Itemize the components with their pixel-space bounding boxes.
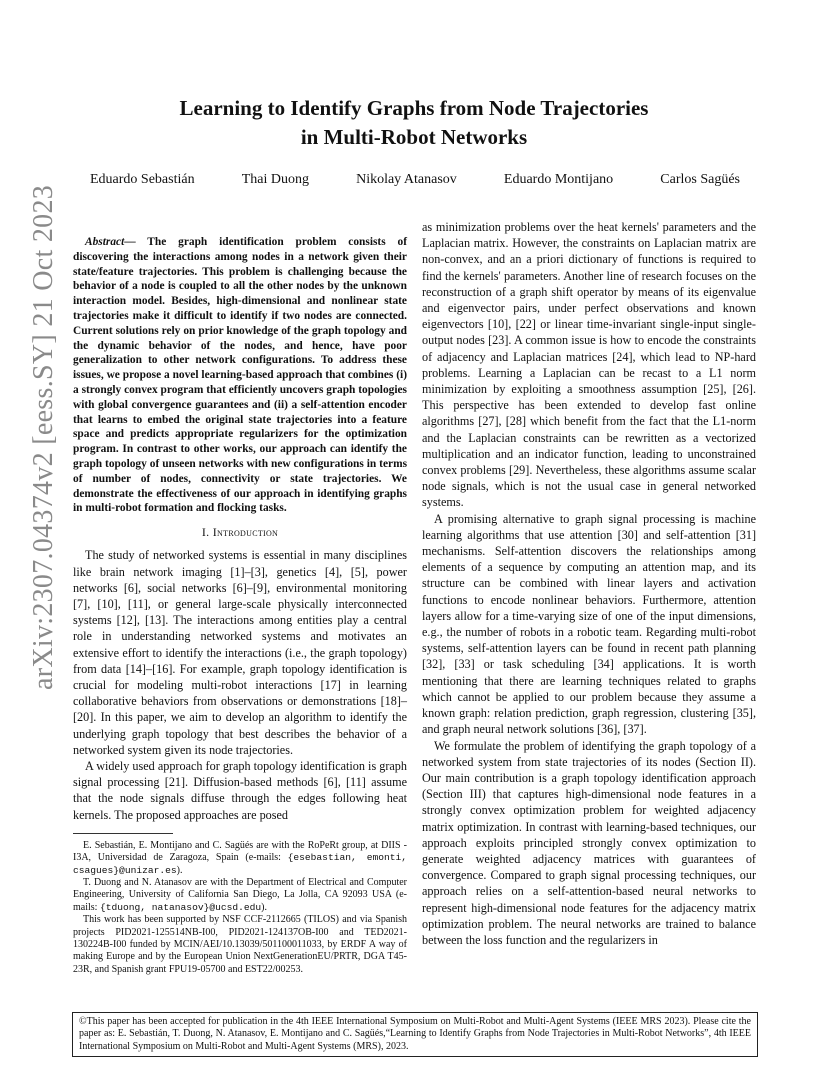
paper-title <box>0 94 828 152</box>
arxiv-identifier: arXiv:2307.04374v2 [eess.SY] 21 Oct 2023 <box>28 184 59 690</box>
section-numeral: I. <box>201 525 210 540</box>
footnote-text: ). <box>261 901 267 913</box>
title-line-2: in Multi-Robot Networks <box>300 125 528 149</box>
footnote-affiliation-2 <box>73 877 407 914</box>
footnote-divider <box>73 833 173 834</box>
footnotes <box>73 840 407 976</box>
copyright-notice: ©This paper has been accepted for publication in the 4th IEEE International Symposium on Multi-Robot and Multi-Agent Systems (IEEE MRS 2023). Please cite the paper as: E. Sebastián, T. Duong, N. Atanasov, E. Montijano and C. Sagüés,“Learning to Identify Graphs from Node Trajectories in Multi-Robot Networks”, 4th IEEE International Symposium on Multi-Robot and Multi-Agent Systems (MRS), 2023. <box>72 1012 758 1057</box>
footnote-funding: This work has been supported by NSF CCF-2112665 (TILOS) and via Spanish projects PID2021-125514NB-I00, PID2021-124137OB-I00 and TED2021-130224B-I00 funded by MCIN/AEI/10.13039/501100011033, by ERDF A way of making Europe and by the European Union NextGenerationEU/PRTR, DGA T45-23R, and Spanish grant FPU19-05700 and EST22/00253. <box>73 914 407 975</box>
abstract-label: Abstract <box>85 236 125 248</box>
author: Carlos Sagüés <box>660 172 740 187</box>
email-list: {tduong, natanasov}@ucsd.edu <box>99 901 262 913</box>
footnote-text: T. Duong and N. Atanasov are with the Department of Electrical and Computer Engineering, University of California San Diego, La Jolla, CA 92093 USA (e-mails: <box>73 877 407 913</box>
footnote-text: E. Sebastián, E. Montijano and C. Sagüés are with the RoPeRt group, at DIIS - I3A, Universidad de Zaragoza, Spain (e-mails: <box>73 839 407 864</box>
title-line-1: Learning to Identify Graphs from Node Trajectories <box>179 96 649 120</box>
footnote-affiliation-1 <box>73 840 407 877</box>
right-column <box>422 219 756 948</box>
body-paragraph: We formulate the problem of identifying the graph topology of a networked system from state trajectories of its nodes (Section II). Our main contribution is a graph topology identification approach (Section III) that captures high-dimensional node features in a strongly convex optimization problem for weighted adjacency matrix optimization. In contrast with learning-based techniques, our approach exploits principled strongly convex optimization to generate weighted adjacency matrices with guarantees of convergence. Compared to graph signal processing techniques, our approach relies on a self-attention-based neural networks to represent high-dimensional node features for the adjacency matrix optimization problem. The neural networks are trained to balance between the loss function and the regularizers in <box>422 738 756 947</box>
abstract <box>73 235 407 516</box>
body-paragraph: A promising alternative to graph signal processing is machine learning algorithms that use attention [30] and self-attention [31] mechanisms. Self-attention discovers the relationships among elements of a sequence by computing an attention map, and its structure can be combined with linear layers and activation functions to encode nonlinear behaviors. Furthermore, attention layers allow for a time-varying size of one of the input dimensions, e.g., the number of robots in a robotic team. Regarding multi-robot systems, self-attention layers can be found in recent path planning [32], [33] or task scheduling [34] applications. It is worth mentioning that there are learning techniques related to graphs which cannot be applied to our problem because they assume a known graph: relation prediction, graph regression, clustering [35], and graph neural network solutions [36], [37]. <box>422 511 756 737</box>
footnote-text: ). <box>176 864 183 876</box>
body-paragraph: A widely used approach for graph topology identification is graph signal processing [21]. Diffusion-based methods [6], [11] assume that the node signals diffuse through the edges following heat kernels. The proposed approaches are posed <box>73 758 407 822</box>
section-heading <box>73 524 407 540</box>
author: Thai Duong <box>241 172 309 187</box>
body-paragraph: as minimization problems over the heat kernels' parameters and the Laplacian matrix. However, the constraints on Laplacian matrix are non-convex, and an a priori dictionary of functions is required to find the kernels' parameters. Another line of research focuses on the reconstruction of a graph shift operator by means of its eigenvalue and eigenvector pairs, under perfect observations and known eigenvectors [10], [22] or linear time-invariant single-input single-output nodes [23]. A common issue is how to encode the constraints of adjacency and Laplacian matrices [24], which lead to NP-hard problems. Learning a Laplacian can be recast to a L1 norm minimization by exploiting a smoothness assumption [25], [26]. This perspective has been extended to develop fast online algorithms [27], [28] which benefit from the fact that the L1-norm and the Laplacian constraints can be rewritten as a vectorized multiplication and an indicator function, leading to unconstrained convex problems [29]. Nevertheless, these algorithms assume scalar node signals, which is not the usual case in general networked systems. <box>422 220 756 510</box>
left-column <box>73 235 407 976</box>
section-title: Introduction <box>212 525 279 540</box>
author: Eduardo Sebastián <box>90 172 195 187</box>
author: Nikolay Atanasov <box>356 172 457 187</box>
abstract-text: — The graph identification problem consists of discovering the interactions among nodes in a network given their state/feature trajectories. This problem is challenging because the behavior of a node is coupled to all the other nodes by the unknown interaction model. Besides, high-dimensional and nonlinear state trajectories make it difficult to identify if two nodes are connected. Current solutions rely on prior knowledge of the graph topology and the dynamic behavior of the nodes, and hence, have poor generalization to other network configurations. To address these issues, we propose a novel learning-based approach that combines (i) a strongly convex program that efficiently uncovers graph topologies with global convergence guarantees and (ii) a self-attention encoder that learns to embed the original state trajectories into a feature space and predicts appropriate regularizers for the optimization program. In contrast to other works, our approach can identify the graph topology of unseen networks with new configurations in terms of number of nodes, connectivity or state trajectories. We demonstrate the effectiveness of our approach in identifying graphs in multi-robot formation and flocking tasks. <box>73 236 407 515</box>
email-list: {esebastian, emonti, csagues}@unizar.es <box>73 852 407 876</box>
author: Eduardo Montijano <box>503 172 614 187</box>
author-list <box>90 172 740 188</box>
body-paragraph: The study of networked systems is essential in many disciplines like brain network imaging [1]–[3], genetics [4], [5], power networks [6], social networks [6]–[9], environmental monitoring [7], [10], [11], or general large-scale physically interconnected systems [12], [13]. The interactions among entities play a central role in understanding networked systems and motivates an extensive effort to identify the interactions (i.e., the graph topology) from data [14]–[16]. For example, graph topology identification is crucial for modeling multi-robot interactions [17] in learning collaborative behaviors from observations or demonstrations [18]–[20]. In this paper, we aim to develop an algorithm to identify the underlying graph topology that best describes the behavior of a networked system given its node trajectories. <box>73 548 407 757</box>
